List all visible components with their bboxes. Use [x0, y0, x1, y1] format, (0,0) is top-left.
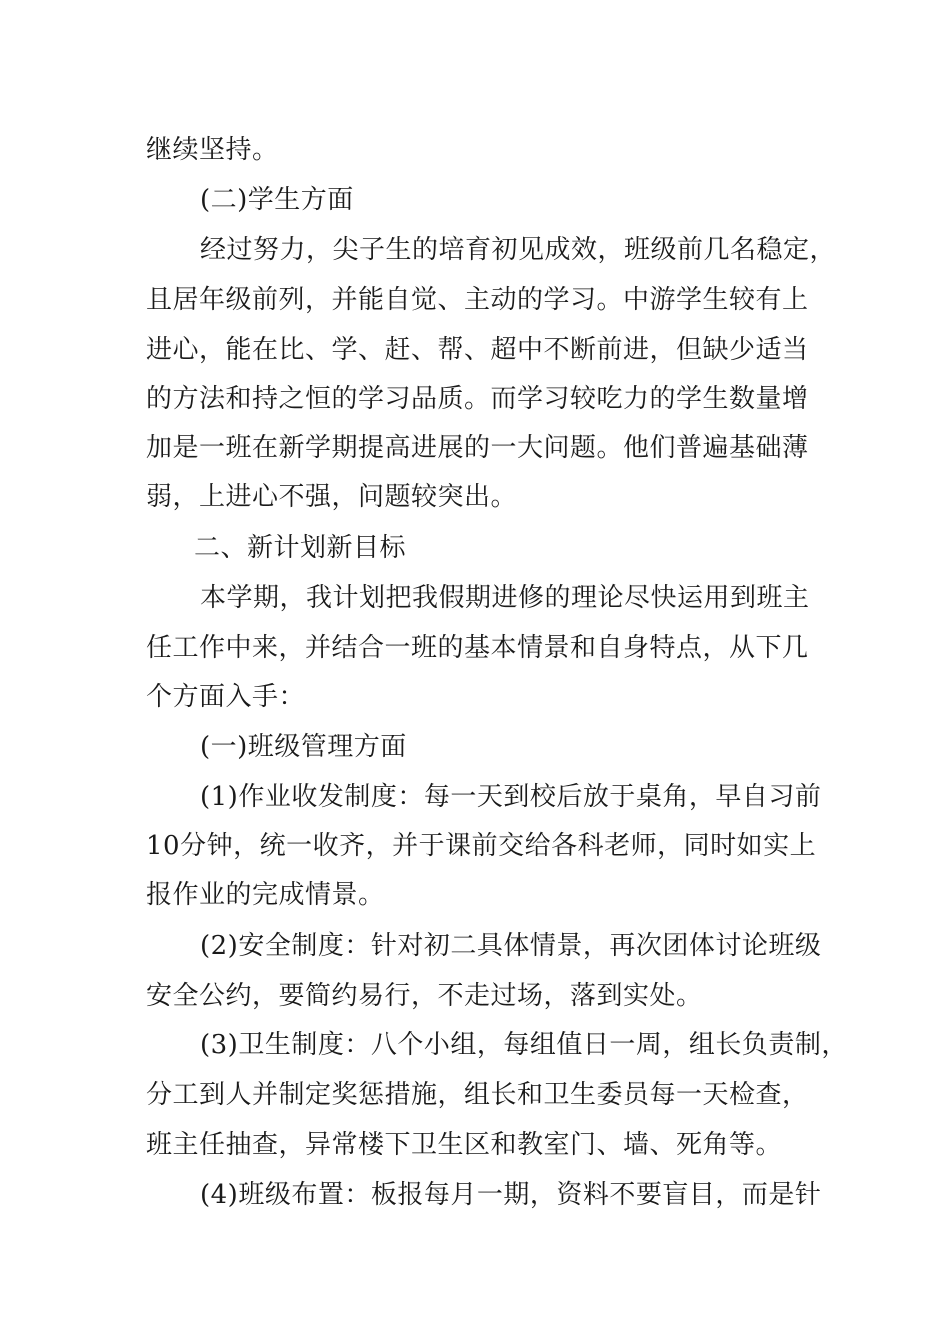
paragraph-line: 10分钟，统一收齐，并于课前交给各科老师，同时如实上 — [146, 831, 817, 861]
section-heading: (一)班级管理方面 — [200, 732, 407, 762]
paragraph-line: 经过努力，尖子生的培育初见成效，班级前几名稳定， — [200, 235, 837, 265]
paragraph-line: 加是一班在新学期提高进展的一大问题。他们普遍基础薄 — [146, 433, 809, 463]
paragraph-line: 进心，能在比、学、赶、帮、超中不断前进，但缺少适当 — [146, 335, 809, 365]
paragraph-line: 分工到人并制定奖惩措施，组长和卫生委员每一天检查， — [146, 1080, 809, 1110]
paragraph-line: (1)作业收发制度：每一天到校后放于桌角，早自习前 — [200, 782, 822, 812]
section-heading: 二、新计划新目标 — [194, 533, 407, 563]
paragraph-line: 班主任抽查，异常楼下卫生区和教室门、墙、死角等。 — [146, 1130, 783, 1160]
paragraph-line: 弱，上进心不强，问题较突出。 — [146, 482, 518, 512]
paragraph-line: (2)安全制度：针对初二具体情景，再次团体讨论班级 — [200, 931, 822, 961]
paragraph-line: 安全公约，要简约易行，不走过场，落到实处。 — [146, 981, 703, 1011]
text-line: 继续坚持。 — [146, 135, 279, 165]
paragraph-line: 且居年级前列，并能自觉、主动的学习。中游学生较有上 — [146, 285, 809, 315]
paragraph-line: 本学期，我计划把我假期进修的理论尽快运用到班主 — [200, 583, 810, 613]
section-heading: (二)学生方面 — [200, 185, 354, 215]
paragraph-line: 任工作中来，并结合一班的基本情景和自身特点，从下几 — [146, 633, 809, 663]
paragraph-line: 报作业的完成情景。 — [146, 880, 385, 910]
paragraph-line: (3)卫生制度：八个小组，每组值日一周，组长负责制， — [200, 1030, 848, 1060]
paragraph-line: 的方法和持之恒的学习品质。而学习较吃力的学生数量增 — [146, 384, 809, 414]
paragraph-line: (4)班级布置：板报每月一期，资料不要盲目，而是针 — [200, 1180, 822, 1210]
paragraph-line: 个方面入手： — [146, 682, 306, 712]
